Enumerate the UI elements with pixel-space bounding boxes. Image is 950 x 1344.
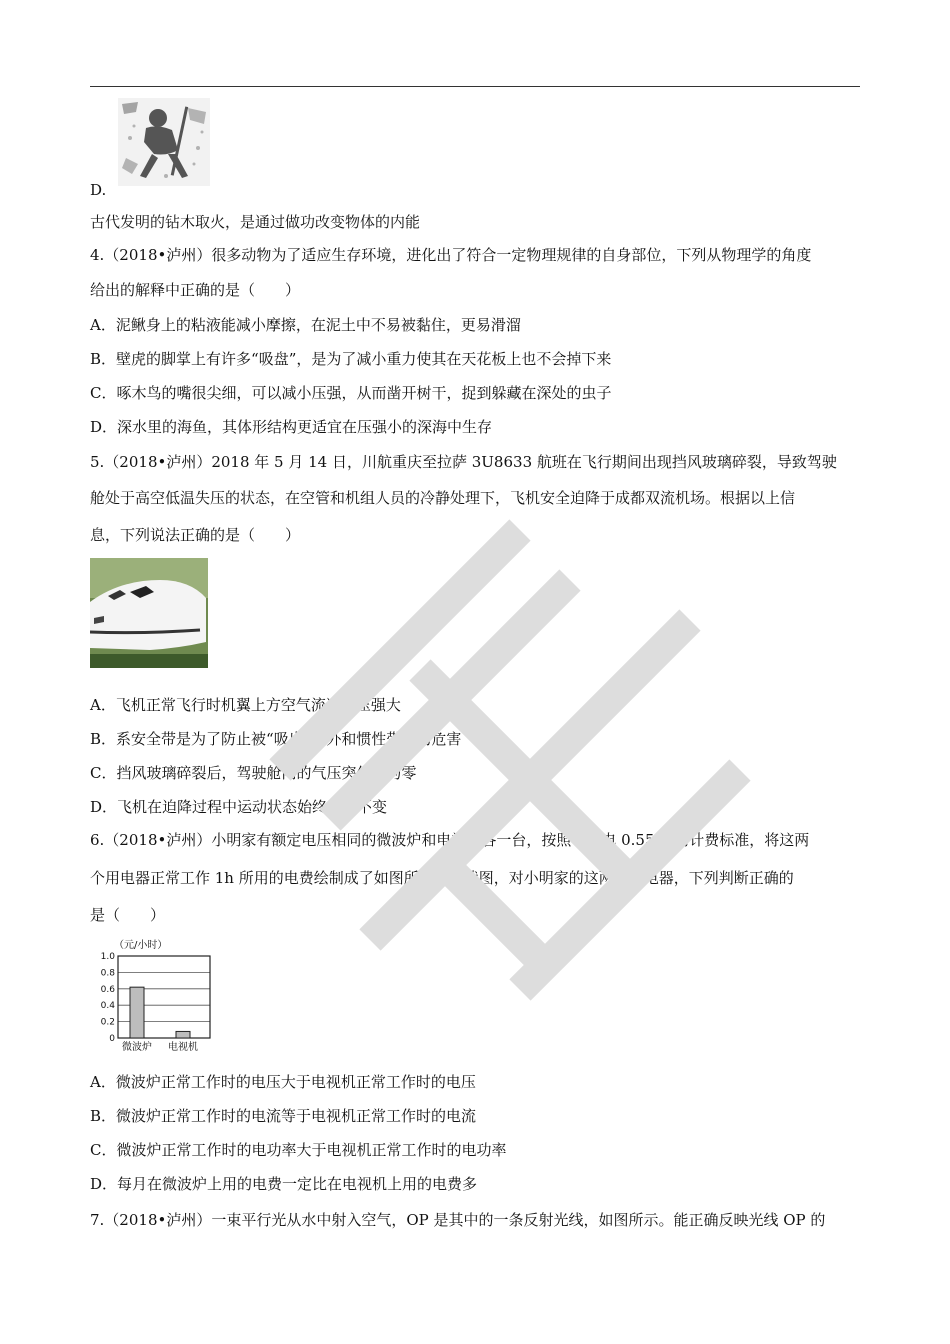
chart-ytick-label: 0.2 bbox=[100, 1017, 115, 1028]
chart-ytick-label: 0.8 bbox=[100, 968, 115, 979]
q5-option-b: B．系安全带是为了防止被“吸出”舱外和惯性带来的危害 bbox=[90, 730, 462, 748]
airplane-cockpit-image bbox=[90, 558, 208, 668]
electricity-cost-bar-chart bbox=[92, 936, 222, 1054]
chart-bar bbox=[176, 1031, 190, 1038]
q5-option-d: D．飞机在迫降过程中运动状态始终保持不变 bbox=[90, 798, 388, 816]
chart-ytick-label: 0.4 bbox=[100, 1001, 115, 1012]
chart-ytick-label: 1.0 bbox=[100, 952, 115, 962]
q5-option-c: C．挡风玻璃碎裂后，驾驶舱内的气压突然变为零 bbox=[90, 764, 417, 782]
q3-option-d-letter: D. bbox=[90, 181, 107, 199]
q4-option-d: D．深水里的海鱼，其体形结构更适宜在压强小的深海中生存 bbox=[90, 418, 493, 436]
chart-category-label: 微波炉 bbox=[122, 1042, 152, 1053]
q4-stem-line1: 4.（2018•泸州）很多动物为了适应生存环境，进化出了符合一定物理规律的自身部位，下列从物理学的角度 bbox=[90, 246, 812, 264]
chart-ytick-label: 0.6 bbox=[100, 984, 115, 995]
watermark bbox=[220, 470, 780, 1030]
q4-stem-line2: 给出的解释中正确的是（ ） bbox=[90, 281, 301, 299]
q4-option-c: C．啄木鸟的嘴很尖细，可以减小压强，从而凿开树干，捉到躲藏在深处的虫子 bbox=[90, 384, 612, 402]
q6-option-a: A．微波炉正常工作时的电压大于电视机正常工作时的电压 bbox=[90, 1073, 476, 1091]
q5-stem-line3: 息，下列说法正确的是（ ） bbox=[90, 526, 301, 544]
chart-ytick-label: 0 bbox=[109, 1034, 115, 1044]
chart-title: （元/小时） bbox=[114, 940, 168, 951]
q6-option-b: B．微波炉正常工作时的电流等于电视机正常工作时的电流 bbox=[90, 1107, 477, 1125]
q6-stem-line2: 个用电器正常工作 1h 所用的电费绘制成了如图所示的柱状图，对小明家的这两个用电器，下列判断正确的 bbox=[90, 869, 794, 887]
q4-option-a: A．泥鳅身上的粘液能减小摩擦，在泥土中不易被黏住，更易滑溜 bbox=[90, 316, 521, 334]
q5-stem-line2: 舱处于高空低温失压的状态，在空管和机组人员的冷静处理下，飞机安全迫降于成都双流机场。根据以上信 bbox=[90, 489, 796, 507]
q7-stem-line1: 7.（2018•泸州）一束平行光从水中射入空气，OP 是其中的一条反射光线，如图所示。能正确反映光线 OP 的 bbox=[90, 1211, 826, 1229]
q6-option-c: C．微波炉正常工作时的电功率大于电视机正常工作时的电功率 bbox=[90, 1141, 507, 1159]
fire-drill-image bbox=[118, 98, 210, 186]
chart-category-label: 电视机 bbox=[168, 1042, 198, 1053]
q5-option-a: A．飞机正常飞行时机翼上方空气流速大压强大 bbox=[90, 696, 401, 714]
q6-stem-line3: 是（ ） bbox=[90, 906, 166, 924]
q3-option-d-text: 古代发明的钻木取火，是通过做功改变物体的内能 bbox=[90, 213, 421, 231]
q6-stem-line1: 6.（2018•泸州）小明家有额定电压相同的微波炉和电视机各一台，按照每度电 0.55 元的计费标准，将这两 bbox=[90, 831, 810, 849]
header-rule bbox=[90, 86, 860, 87]
q5-stem-line1: 5.（2018•泸州）2018 年 5 月 14 日，川航重庆至拉萨 3U8633 航班在飞行期间出现挡风玻璃碎裂，导致驾驶 bbox=[90, 453, 837, 471]
q6-option-d: D．每月在微波炉上用的电费一定比在电视机上用的电费多 bbox=[90, 1175, 478, 1193]
chart-bar bbox=[130, 987, 144, 1038]
q4-option-b: B．壁虎的脚掌上有许多“吸盘”，是为了减小重力使其在天花板上也不会掉下来 bbox=[90, 350, 612, 368]
